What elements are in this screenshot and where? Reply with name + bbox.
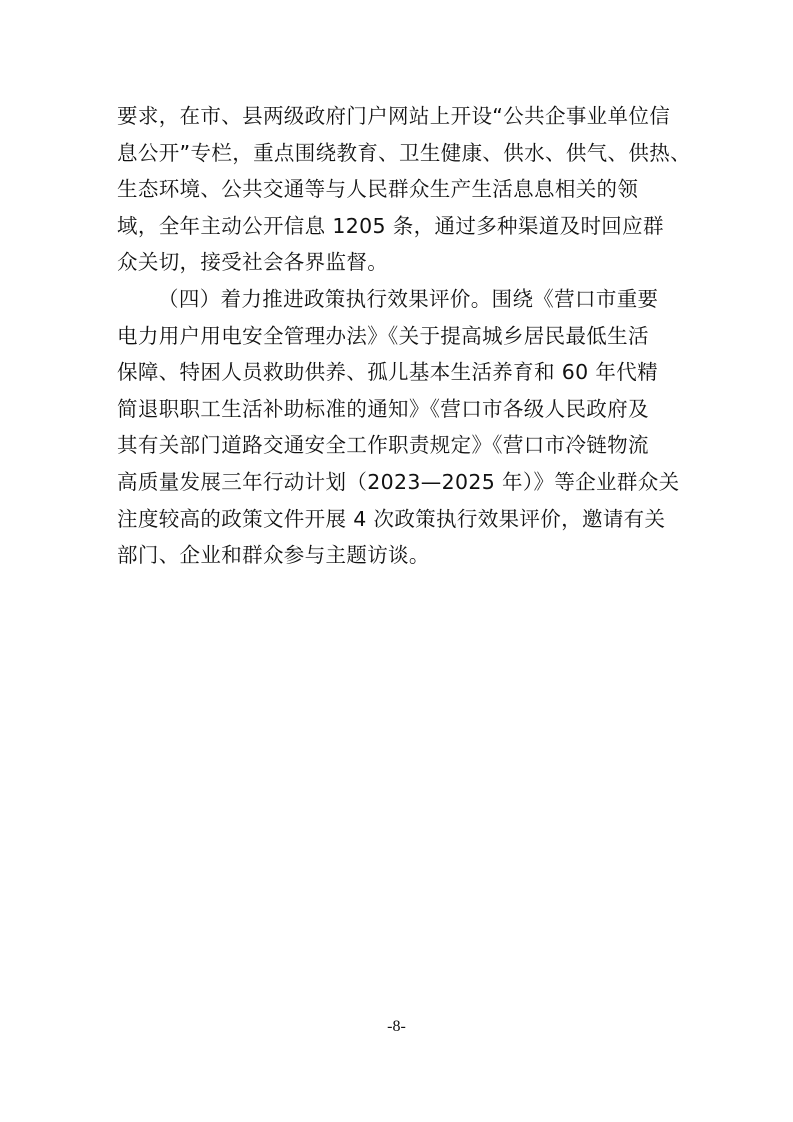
text-line-2: 息公开”专栏，重点围绕教育、卫生健康、供水、供气、供热、	[117, 140, 691, 165]
text-line-8: 保障、特困人员救助供养、孤儿基本生活养育和 60 年代精	[117, 360, 658, 385]
text-line-9: 简退职职工生活补助标准的通知》《营口市各级人民政府及	[117, 396, 649, 421]
body-text	[117, 98, 697, 574]
text-line-11: 高质量发展三年行动计划（2023—2025 年）》等企业群众关	[117, 469, 680, 494]
section-four-heading-line: （四）着力推进政策执行效果评价。围绕《营口市重要	[158, 286, 659, 311]
page-number: -8-	[387, 1018, 406, 1035]
text-line-12: 注度较高的政策文件开展 4 次政策执行效果评价，邀请有关	[117, 506, 666, 531]
text-line-1: 要求，在市、县两级政府门户网站上开设“公共企事业单位信	[117, 104, 671, 128]
text-line-5: 众关切，接受社会各界监督。	[117, 250, 389, 275]
text-line-4: 域，全年主动公开信息 1205 条，通过多种渠道及时回应群	[117, 213, 664, 238]
text-line-13: 部门、企业和群众参与主题访谈。	[117, 543, 430, 568]
text-line-10: 其有关部门道路交通安全工作职责规定》《营口市冷链物流	[117, 433, 649, 458]
text-line-3: 生态环境、公共交通等与人民群众生产生活息息相关的领	[117, 177, 639, 202]
text-line-7: 电力用户用电安全管理办法》《关于提高城乡居民最低生活	[117, 323, 649, 348]
